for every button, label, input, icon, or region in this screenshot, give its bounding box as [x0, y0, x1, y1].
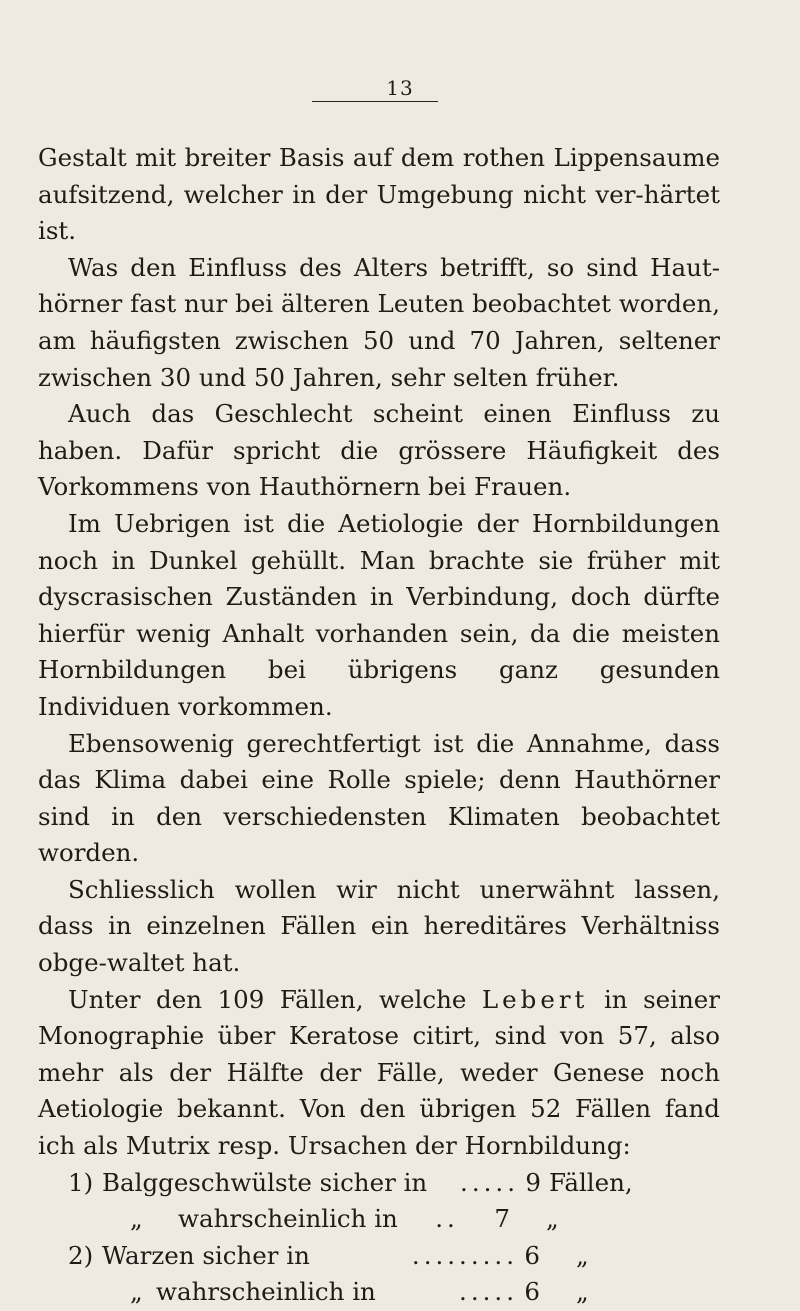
- leader-dots: .........: [411, 1240, 518, 1270]
- leader-dots: ..: [435, 1204, 459, 1234]
- list-item-number: 1): [68, 1167, 94, 1197]
- paragraph-text: Unter den 109 Fällen, welche: [68, 984, 482, 1014]
- list-item-value: 9: [525, 1167, 541, 1197]
- author-name: Lebert: [481, 984, 589, 1014]
- list-item-value: 7: [494, 1204, 510, 1234]
- paragraph: Was den Einfluss des Alters betrifft, so sind Haut-hörner fast nur bei älteren Leuten beobachtet worden, am häufigsten zwischen 50 und 70 Jahren, seltener zwischen 30 und 50 Jahren, sehr selten früher.: [38, 252, 720, 392]
- list-item-label: Balggeschwülste sicher in: [102, 1167, 428, 1197]
- page-number-rule: [312, 101, 438, 102]
- list-item-label: wahrscheinlich in: [178, 1204, 398, 1234]
- paragraph-with-author: [38, 982, 720, 1165]
- paragraph: Auch das Geschlecht scheint einen Einfluss zu haben. Dafür spricht die grössere Häufigkeit des Vorkommens von Hauthörnern bei Frauen.: [38, 399, 720, 502]
- leader-dots: .....: [460, 1167, 519, 1197]
- paragraph: Im Uebrigen ist die Aetiologie der Hornbildungen noch in Dunkel gehüllt. Man brachte sie früher mit dyscrasischen Zuständen in Verbindung, doch dürfte hierfür wenig Anhalt vorhanden sein, da die meisten Hornbildungen bei übrigens ganz gesunden Individuen vorkommen.: [38, 508, 720, 721]
- list-item-unit: „: [576, 1240, 589, 1270]
- paragraph: Ebensowenig gerechtfertigt ist die Annahme, dass das Klima dabei eine Rolle spiele; denn Hauthörner sind in den verschiedensten Klimaten beobachtet worden.: [38, 728, 720, 868]
- ditto-mark: „: [130, 1204, 143, 1234]
- page-number: 13: [386, 76, 414, 100]
- list-item: [38, 1201, 720, 1238]
- paragraph-text: in seiner Monographie über Keratose citirt, sind von 57, also mehr als der Hälfte der Fälle, weder Genese noch Aetiologie bekannt. Von den übrigen 52 Fällen fand ich als Mutrix resp. Ursachen der Hornbildung:: [38, 984, 720, 1161]
- paragraph: Schliesslich wollen wir nicht unerwähnt lassen, dass in einzelnen Fällen ein hereditäres Verhältniss obge-waltet hat.: [38, 874, 720, 978]
- list-item: [38, 1274, 720, 1311]
- ditto-mark: „: [130, 1277, 143, 1307]
- list-item-unit: „: [576, 1277, 589, 1307]
- list-item-value: 6: [524, 1240, 540, 1270]
- list-item: [38, 1165, 720, 1202]
- cause-list: [38, 1165, 720, 1311]
- list-item-label: wahrscheinlich in: [156, 1277, 376, 1307]
- leader-dots: .....: [459, 1277, 518, 1307]
- body-text: [38, 140, 720, 1311]
- paragraph: Gestalt mit breiter Basis auf dem rothen Lippensaume aufsitzend, welcher in der Umgebung nicht ver-härtet ist.: [38, 143, 720, 246]
- list-item-unit: Fällen,: [549, 1167, 633, 1197]
- list-item-unit: „: [546, 1204, 559, 1234]
- list-item-value: 6: [524, 1277, 540, 1307]
- list-item-number: 2): [68, 1240, 94, 1270]
- list-item-label: Warzen sicher in: [102, 1240, 310, 1270]
- list-item: [38, 1238, 720, 1275]
